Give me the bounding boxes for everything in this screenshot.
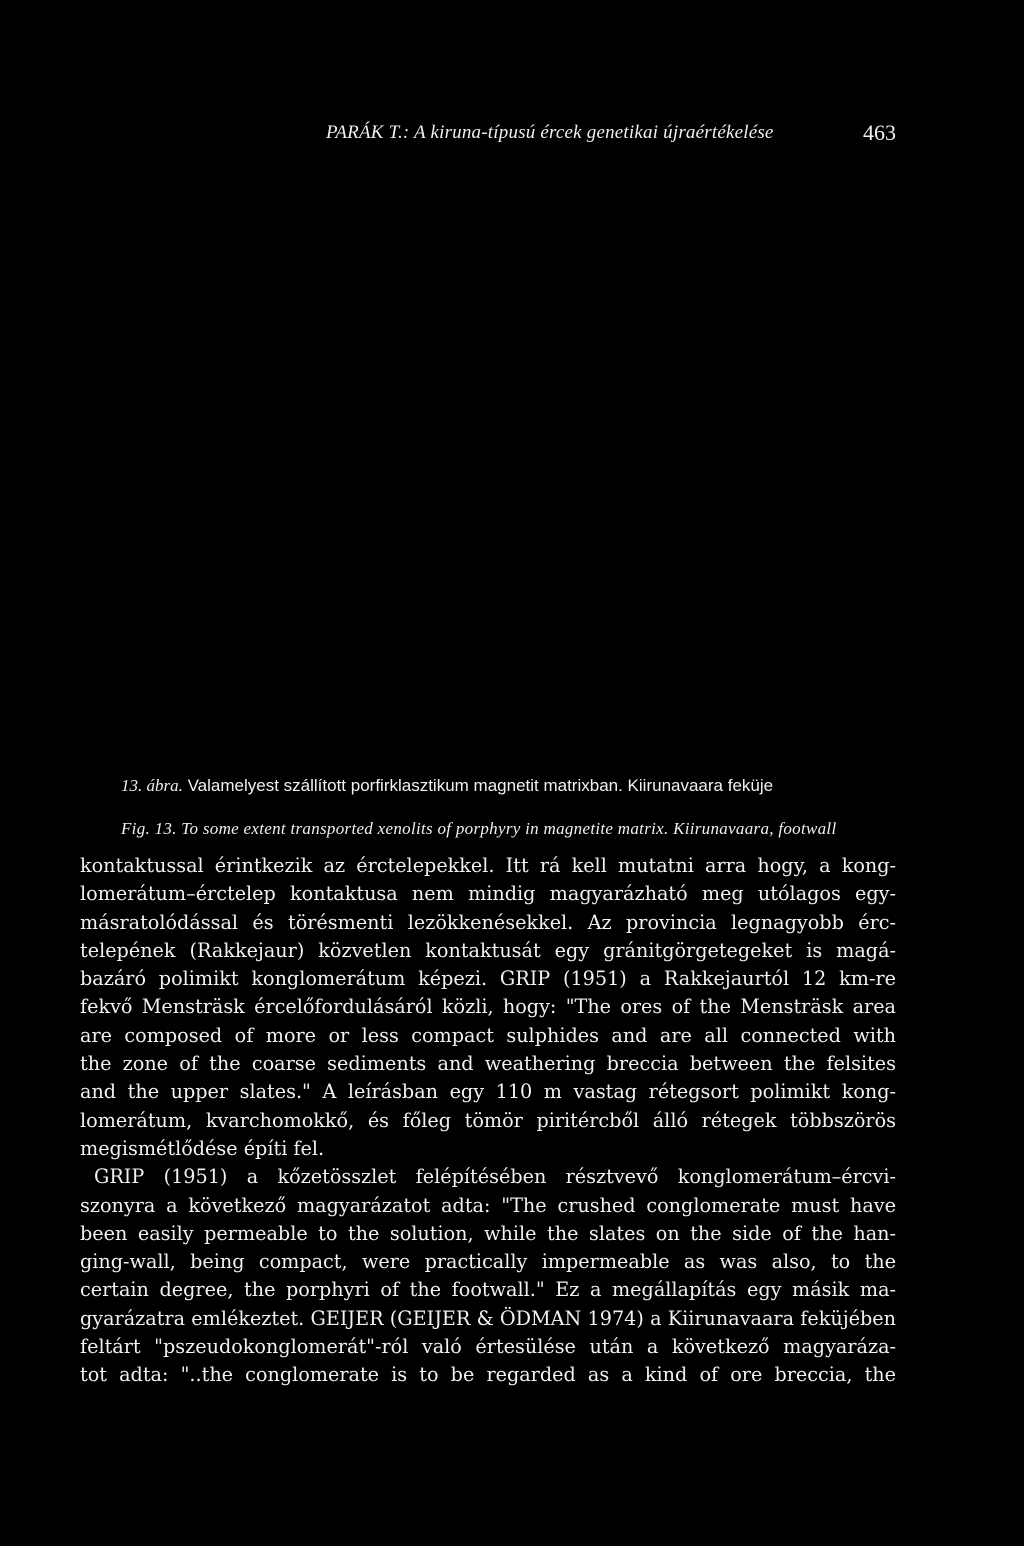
text-line: megismétlődése építi fel. bbox=[80, 1136, 325, 1160]
text-line: fekvő Mensträsk ércelőfordulásáról közli, hogy: "The ores of the Mensträsk area bbox=[80, 995, 896, 1019]
caption-number: 13. ábra. bbox=[121, 776, 183, 795]
body-text bbox=[80, 852, 896, 1390]
caption-text: Valamelyest szállított porfirklasztikum magnetit matrixban. Kiirunavaara feküje bbox=[187, 776, 774, 795]
text-line: and the upper slates." A leírásban egy 110 m vastag rétegsort polimikt kong- bbox=[80, 1080, 896, 1104]
running-header bbox=[326, 120, 896, 150]
text-line: gyarázatra emlékeztet. GEIJER (GEIJER & ÖDMAN 1974) a Kiirunavaara feküjében bbox=[80, 1306, 896, 1330]
text-line: másratolódással és törésmenti lezökkenésekkel. Az provincia legnagyobb érc- bbox=[80, 910, 896, 934]
page-number: 463 bbox=[863, 120, 896, 145]
text-line: tot adta: "..the conglomerate is to be regarded as a kind of ore breccia, the bbox=[80, 1363, 896, 1387]
text-line: bazáró polimikt konglomerátum képezi. GRIP (1951) a Rakkejaurtól 12 km-re bbox=[80, 967, 896, 991]
text-line: are composed of more or less compact sulphides and are all connected with bbox=[80, 1023, 896, 1047]
text-line: telepének (Rakkejaur) közvetlen kontaktusát egy gránitgörgetegeket is magá- bbox=[80, 938, 896, 962]
running-title: PARÁK T.: A kiruna-típusú ércek genetikai újraértékelése bbox=[326, 122, 774, 143]
text-line: lomerátum, kvarchomokkő, és főleg tömör piritércből álló rétegek többszörös bbox=[80, 1108, 896, 1132]
figure-photo bbox=[100, 170, 910, 750]
text-line: feltárt "pszeudokonglomerát"-ról való értesülése után a következő magyaráza- bbox=[80, 1335, 896, 1359]
text-line: certain degree, the porphyri of the footwall." Ez a megállapítás egy másik ma- bbox=[80, 1278, 896, 1302]
text-line: the zone of the coarse sediments and weathering breccia between the felsites bbox=[80, 1052, 896, 1076]
figure-caption-english: Fig. 13. To some extent transported xenolits of porphyry in magnetite matrix. Kiirunavaara, footwall bbox=[121, 819, 837, 838]
text-line: szonyra a következő magyarázatot adta: "The crushed conglomerate must have bbox=[80, 1193, 896, 1217]
text-line: ging-wall, being compact, were practically impermeable as was also, to the bbox=[80, 1250, 896, 1274]
text-line: lomerátum–érctelep kontaktusa nem mindig magyarázható meg utólagos egy- bbox=[80, 882, 896, 906]
text-line: kontaktussal érintkezik az érctelepekkel. Itt rá kell mutatni arra hogy, a kong- bbox=[80, 854, 896, 877]
text-line: GRIP (1951) a kőzetösszlet felépítésében résztvevő konglomerátum–ércvi- bbox=[94, 1165, 896, 1189]
text-line: been easily permeable to the solution, while the slates on the side of the han- bbox=[80, 1221, 896, 1245]
figure-caption-hungarian bbox=[121, 776, 911, 796]
